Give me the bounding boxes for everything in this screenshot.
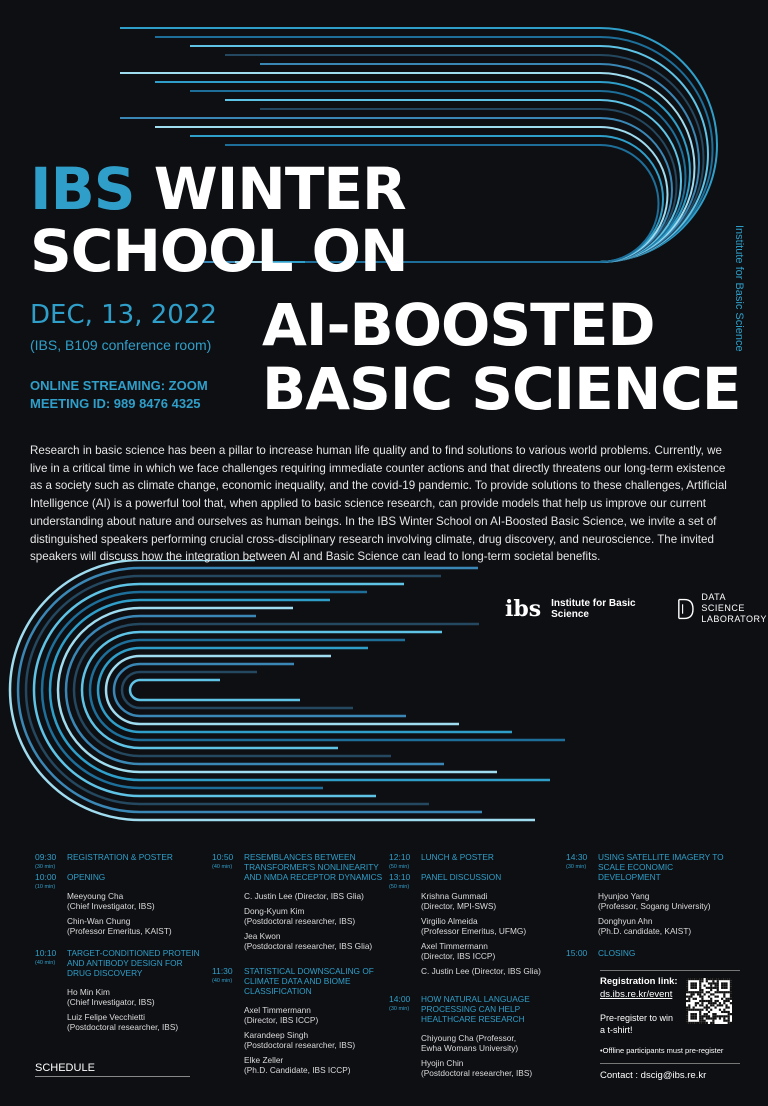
schedule-speaker: C. Justin Lee (Director, IBS Glia) (421, 966, 541, 976)
schedule-speaker: (Chief Investigator, IBS) (67, 901, 155, 911)
schedule-speaker: Dong-Kyum Kim (244, 906, 305, 916)
schedule-time: 12:10 (389, 852, 411, 862)
schedule-speaker: (Director, MPI-SWS) (421, 901, 497, 911)
logos (505, 592, 768, 625)
schedule-duration: (50 min) (389, 884, 410, 890)
title-line-4: BASIC SCIENCE (262, 355, 741, 423)
schedule-duration: (10 min) (35, 884, 56, 890)
schedule-time: 10:50 (212, 852, 234, 862)
preregister-note: Pre-register to win a t-shirt! (600, 1013, 674, 1035)
schedule-speaker: Hyunjoo Yang (598, 891, 650, 901)
schedule-speaker: (Postdoctoral researcher, IBS Glia) (244, 941, 373, 951)
schedule-speaker: (Chief Investigator, IBS) (67, 997, 155, 1007)
registration-divider (600, 970, 740, 971)
qr-code-icon[interactable] (686, 978, 732, 1024)
ibs-logo-name: Institute for Basic Science (551, 597, 636, 620)
schedule-title: TARGET-CONDITIONED PROTEIN AND ANTIBODY DESIGN FOR DRUG DISCOVERY (67, 948, 200, 978)
schedule-divider (35, 1076, 190, 1077)
schedule-time: 13:10 (389, 872, 411, 882)
schedule-speaker: (Postdoctoral researcher, IBS) (67, 1022, 179, 1032)
schedule-time: 14:30 (566, 852, 588, 862)
event-date: DEC, 13, 2022 (30, 300, 217, 330)
schedule-speaker: Luiz Felipe Vecchietti (67, 1012, 145, 1022)
schedule-duration: (40 min) (212, 978, 233, 984)
contact-divider (600, 1063, 740, 1064)
schedule-title: HOW NATURAL LANGUAGE PROCESSING CAN HELP HEALTHCARE RESEARCH (421, 994, 530, 1024)
ibs-logo-mark: ibs (505, 595, 542, 622)
schedule-speaker: (Professor, Sogang University) (598, 901, 711, 911)
data-science-lab-logo (676, 592, 768, 625)
vertical-institute-label: Institute for Basic Science (733, 225, 745, 352)
schedule-speaker: (Postdoctoral researcher, IBS) (244, 916, 356, 926)
schedule-speaker: (Director, IBS ICCP) (421, 951, 496, 961)
schedule-duration: (30 min) (389, 1006, 410, 1012)
schedule-title: CLOSING (598, 948, 636, 958)
schedule-speaker: (Professor Emeritus, KAIST) (67, 926, 172, 936)
dsl-line-1: DATA SCIENCE (701, 592, 745, 613)
schedule-title: LUNCH & POSTER (421, 852, 494, 862)
wave-line (122, 672, 353, 708)
schedule-time: 11:30 (212, 966, 233, 976)
title-line-1 (30, 155, 406, 223)
schedule-speaker: Ho Min Kim (67, 987, 110, 997)
schedule-speaker: Elke Zeller (244, 1055, 284, 1065)
schedule-title: USING SATELLITE IMAGERY TO SCALE ECONOMIC DEVELOPMENT (598, 852, 724, 882)
schedule-speaker: Jea Kwon (244, 931, 281, 941)
schedule-duration: (50 min) (389, 864, 410, 870)
schedule-speaker: Axel Timmermann (421, 941, 488, 951)
schedule-speaker: Virgilio Almeida (421, 916, 478, 926)
event-venue: (IBS, B109 conference room) (30, 337, 212, 353)
schedule-speaker: (Professor Emeritus, UFMG) (421, 926, 527, 936)
schedule-title: RESEMBLANCES BETWEEN TRANSFORMER'S NONLINEARITY AND NMDA RECEPTOR DYNAMICS (244, 852, 383, 882)
schedule-duration: (30 min) (35, 864, 56, 870)
wave-line (50, 600, 550, 780)
dsl-d-icon (676, 597, 695, 621)
schedule-speaker: Karandeep Singh (244, 1030, 309, 1040)
dsl-name (701, 592, 768, 625)
event-description: Research in basic science has been a pillar to increase human life quality and to find solutions to various world problems. Currently, we live in a critical time in which we face challenges requiring immediate counter actions and that directly threatens our long-term existence as a society such as climate change, economic inequality, and the covid-19 pandemic. To provide solutions to these challenges, Artificial Intelligence (AI) is a powerful tool that, when applied to basic science research, can provide models that help us improve our current understanding about nature and ourselves as human beings. In the IBS Winter School on AI-Boosted Basic Science, we invite a set of distinguished speakers performing crucial cross-disciplinary research involving climate, drug discovery, and neuroscience. The invited speakers will discuss how the integration between AI and Basic Science can lead to long-term societal benefits. (30, 444, 727, 564)
schedule-title: OPENING (67, 872, 106, 882)
schedule-speaker: Chin-Wan Chung (67, 916, 131, 926)
schedule-speaker: Ewha Womans University) (421, 1043, 519, 1053)
schedule-speaker: Chiyoung Cha (Professor, (421, 1033, 517, 1043)
title-line-3: AI-BOOSTED (262, 291, 655, 359)
schedule-label: SCHEDULE (35, 1062, 95, 1074)
title-line-2: SCHOOL ON (30, 217, 408, 285)
wave-line (106, 656, 459, 724)
schedule-speaker: Donghyun Ahn (598, 916, 653, 926)
dsl-line-2: LABORATORY (701, 614, 767, 624)
wave-line (74, 624, 479, 756)
registration-link[interactable]: ds.ibs.re.kr/event (600, 989, 673, 1000)
schedule-time: 09:30 (35, 852, 57, 862)
schedule-title: PANEL DISCUSSION (421, 872, 502, 882)
schedule-speaker: (Director, IBS ICCP) (244, 1015, 319, 1025)
streaming-label: ONLINE STREAMING: ZOOM (30, 378, 208, 393)
schedule-speaker: Axel Timmermann (244, 1005, 311, 1015)
wave-line (26, 576, 441, 804)
registration-title: Registration link: (600, 976, 678, 987)
schedule-time: 14:00 (389, 994, 411, 1004)
schedule-speaker: (Postdoctoral researcher, IBS) (421, 1068, 533, 1078)
schedule-time: 10:10 (35, 948, 57, 958)
contact-email[interactable]: Contact : dscig@ibs.re.kr (600, 1070, 707, 1081)
schedule-speaker: (Ph.D. Candidate, IBS ICCP) (244, 1065, 351, 1075)
schedule-speaker: Meeyoung Cha (67, 891, 124, 901)
wave-line (98, 648, 512, 732)
schedule-duration: (40 min) (212, 864, 233, 870)
meeting-id: MEETING ID: 989 8476 4325 (30, 396, 201, 411)
schedule-speaker: (Postdoctoral researcher, IBS) (244, 1040, 356, 1050)
schedule-title: STATISTICAL DOWNSCALING OF CLIMATE DATA AND BIOME CLASSIFICATION (244, 966, 374, 996)
schedule-duration: (30 min) (566, 864, 587, 870)
schedule-speaker: (Ph.D. candidate, KAIST) (598, 926, 692, 936)
schedule-speaker: Krishna Gummadi (421, 891, 488, 901)
schedule-speaker: C. Justin Lee (Director, IBS Glia) (244, 891, 364, 901)
wave-line (130, 680, 300, 700)
streaming-info (30, 377, 208, 413)
wave-line (18, 568, 482, 812)
schedule-title: REGISTRATION & POSTER (67, 852, 173, 862)
schedule-speaker: Hyojin Chin (421, 1058, 464, 1068)
title-winter: WINTER (134, 155, 406, 223)
offline-note: •Offline participants must pre-register (600, 1046, 724, 1055)
schedule-time: 10:00 (35, 872, 57, 882)
schedule-duration: (40 min) (35, 960, 56, 966)
title-accent-ibs: IBS (30, 155, 135, 223)
schedule-time: 15:00 (566, 948, 588, 958)
